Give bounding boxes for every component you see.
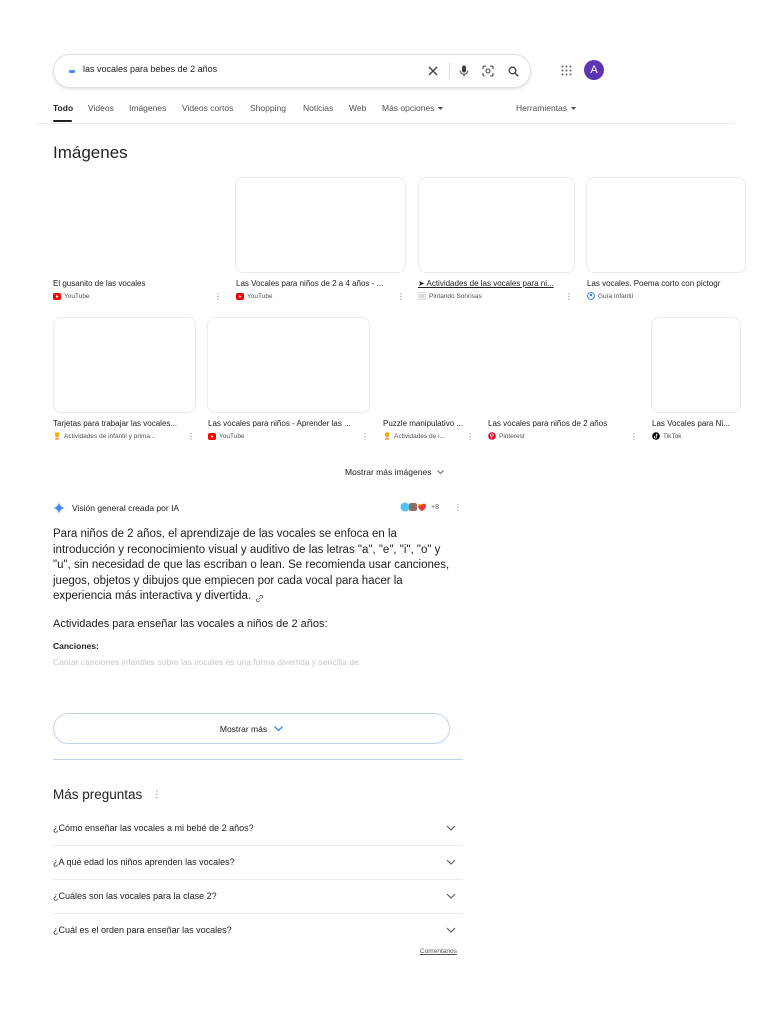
more-options-icon[interactable]: ⋮ bbox=[466, 432, 474, 441]
image-thumbnail[interactable] bbox=[381, 317, 476, 413]
ai-overview-text: Para niños de 2 años, el aprendizaje de las vocales se enfoca en la introducción y reconocimiento visual y auditivo de las letras "a", "e", "i", "o" y "u", sin necesidad de que las escriban o lean. Se recomienda usar canciones, juegos, objetos y dibujos que empiecen por cada vocal para hacer la experiencia más interactiva y divertida. bbox=[53, 528, 450, 602]
search-bar[interactable] bbox=[53, 54, 531, 88]
tab-imagenes[interactable]: Imágenes bbox=[129, 103, 167, 113]
sources-count: +8 bbox=[431, 503, 439, 511]
tools-button[interactable] bbox=[516, 103, 576, 113]
image-source-label: Guía Infantil bbox=[598, 292, 634, 300]
site-icon bbox=[418, 292, 426, 300]
pinterest-icon bbox=[488, 432, 496, 440]
more-options-icon[interactable]: ⋮ bbox=[397, 292, 405, 301]
image-title[interactable]: El gusanito de las vocales bbox=[53, 279, 146, 288]
paa-heading bbox=[53, 787, 161, 802]
chevron-down-icon bbox=[445, 925, 457, 935]
lens-icon bbox=[482, 65, 494, 77]
trophy-icon bbox=[383, 432, 391, 440]
ai-sources[interactable] bbox=[400, 502, 462, 512]
tab-mas-opciones-label: Más opciones bbox=[382, 103, 435, 113]
show-more-button[interactable] bbox=[53, 713, 450, 744]
paa-question[interactable] bbox=[53, 913, 463, 947]
image-source[interactable] bbox=[488, 432, 618, 440]
show-more-images-label: Mostrar más imágenes bbox=[345, 467, 432, 477]
image-source-label: Pinterest bbox=[499, 432, 525, 440]
lens-search-button[interactable] bbox=[478, 61, 498, 81]
more-options-icon[interactable]: ⋮ bbox=[361, 432, 369, 441]
ai-overview-label: Visión general creada por IA bbox=[72, 503, 180, 513]
image-thumbnail[interactable] bbox=[207, 317, 370, 413]
image-source[interactable] bbox=[236, 292, 386, 300]
paa-title: Más preguntas bbox=[53, 787, 143, 802]
feedback-link[interactable]: Comentarios bbox=[420, 948, 457, 955]
image-source[interactable] bbox=[53, 432, 181, 440]
image-source-label: TikTok bbox=[663, 432, 682, 440]
image-source-label: Actividades de infantil y prima... bbox=[64, 432, 156, 440]
paa-question-text: ¿Cuáles son las vocales para la clase 2? bbox=[53, 891, 217, 901]
ai-canciones-label: Canciones: bbox=[53, 641, 99, 651]
active-tab-indicator bbox=[53, 120, 72, 122]
image-source-label: YouTube bbox=[219, 432, 245, 440]
image-thumbnail[interactable] bbox=[235, 177, 406, 273]
tab-web[interactable]: Web bbox=[349, 103, 367, 113]
image-source-label: YouTube bbox=[64, 292, 90, 300]
image-title[interactable]: Las vocales para niños - Aprender las ... bbox=[208, 419, 351, 428]
image-thumbnail[interactable] bbox=[53, 177, 223, 273]
tab-videos-cortos[interactable]: Videos cortos bbox=[182, 103, 234, 113]
image-title[interactable]: ➤ Actividades de las vocales para ni... bbox=[418, 279, 554, 288]
link-icon[interactable] bbox=[256, 589, 263, 607]
caret-down-icon bbox=[438, 107, 443, 110]
tab-noticias[interactable]: Noticias bbox=[303, 103, 334, 113]
voice-search-button[interactable] bbox=[454, 61, 474, 81]
chevron-down-icon bbox=[445, 891, 457, 901]
chevron-down-icon bbox=[445, 857, 457, 867]
tabs-divider bbox=[37, 123, 734, 124]
image-thumbnail[interactable] bbox=[651, 317, 741, 413]
image-thumbnail[interactable] bbox=[418, 177, 575, 273]
chevron-down-icon bbox=[445, 823, 457, 833]
chevron-down-icon bbox=[437, 470, 444, 474]
image-source-label: Actividades de i... bbox=[394, 432, 445, 440]
image-thumbnail[interactable] bbox=[487, 317, 638, 413]
image-title[interactable]: Las Vocales para niños de 2 a 4 años - ... bbox=[236, 279, 384, 288]
paa-question[interactable] bbox=[53, 811, 463, 845]
tab-videos[interactable]: Videos bbox=[88, 103, 114, 113]
show-more-images-button[interactable] bbox=[345, 467, 444, 477]
paa-question-text: ¿Cómo enseñar las vocales a mi bebé de 2 años? bbox=[53, 823, 254, 833]
search-input[interactable]: las vocales para bebes de 2 años bbox=[83, 64, 218, 74]
paa-question-text: ¿Cuál es el orden para enseñar las vocales? bbox=[53, 925, 232, 935]
mic-icon bbox=[459, 65, 469, 77]
more-options-icon[interactable]: ⋮ bbox=[152, 789, 162, 799]
image-title[interactable]: Las vocales para niños de 2 años bbox=[488, 419, 608, 428]
guia-infantil-icon bbox=[587, 292, 595, 300]
image-title[interactable]: Las vocales. Poema corto con pictogr bbox=[587, 279, 721, 288]
image-thumbnail[interactable] bbox=[586, 177, 746, 273]
ai-overview-divider bbox=[53, 759, 463, 760]
image-source[interactable] bbox=[587, 292, 727, 300]
google-apps-button[interactable] bbox=[556, 60, 576, 80]
image-source[interactable] bbox=[208, 432, 348, 440]
image-thumbnail[interactable] bbox=[53, 317, 196, 413]
image-source[interactable] bbox=[383, 432, 463, 440]
tiktok-icon bbox=[652, 432, 660, 440]
more-options-icon[interactable]: ⋮ bbox=[453, 502, 462, 512]
account-avatar[interactable]: A bbox=[584, 60, 604, 80]
ai-subheading: Actividades para enseñar las vocales a niños de 2 años: bbox=[53, 618, 328, 630]
image-source-label: Pintando Sonrisas bbox=[429, 292, 482, 300]
youtube-icon bbox=[53, 292, 61, 300]
search-icon bbox=[508, 66, 519, 77]
tab-todo[interactable]: Todo bbox=[53, 103, 74, 113]
paa-question[interactable] bbox=[53, 845, 463, 879]
image-source[interactable] bbox=[53, 292, 203, 300]
google-g-dot bbox=[69, 70, 75, 73]
paa-question-text: ¿A qué edad los niños aprenden las vocales? bbox=[53, 857, 235, 867]
paa-question[interactable] bbox=[53, 879, 463, 913]
image-title[interactable]: Puzzle manipulativo ... bbox=[383, 419, 464, 428]
image-source[interactable] bbox=[418, 292, 558, 300]
close-icon bbox=[428, 66, 438, 76]
image-title[interactable]: Las Vocales para Ni... bbox=[652, 419, 730, 428]
image-source-label: YouTube bbox=[247, 292, 273, 300]
ai-faded-text: Cantar canciones infantiles sobre las vocales es una forma divertida y sencilla de bbox=[53, 657, 359, 667]
more-options-icon[interactable]: ⋮ bbox=[187, 432, 195, 441]
show-more-label: Mostrar más bbox=[219, 723, 268, 734]
images-heading: Imágenes bbox=[53, 143, 128, 162]
trophy-icon bbox=[53, 432, 61, 440]
tab-shopping[interactable]: Shopping bbox=[250, 103, 286, 113]
image-title[interactable]: Tarjetas para trabajar las vocales... bbox=[53, 419, 178, 428]
clear-button[interactable] bbox=[423, 61, 443, 81]
youtube-icon bbox=[236, 292, 244, 300]
gemini-sparkle-icon bbox=[53, 502, 65, 514]
tab-mas-opciones[interactable] bbox=[382, 103, 443, 113]
search-button[interactable] bbox=[503, 61, 523, 81]
more-options-icon[interactable]: ⋮ bbox=[630, 432, 638, 441]
source-favicon-icon bbox=[400, 502, 428, 512]
more-options-icon[interactable]: ⋮ bbox=[214, 292, 222, 301]
more-options-icon[interactable]: ⋮ bbox=[565, 292, 573, 301]
youtube-icon bbox=[208, 432, 216, 440]
search-separator bbox=[449, 63, 450, 79]
tools-label: Herramientas bbox=[516, 103, 568, 113]
ai-overview-header bbox=[53, 502, 179, 514]
image-source[interactable] bbox=[652, 432, 732, 440]
chevron-down-icon bbox=[274, 726, 283, 731]
apps-grid-icon bbox=[561, 65, 572, 76]
caret-down-icon bbox=[571, 107, 576, 110]
source-favicons bbox=[400, 502, 428, 512]
